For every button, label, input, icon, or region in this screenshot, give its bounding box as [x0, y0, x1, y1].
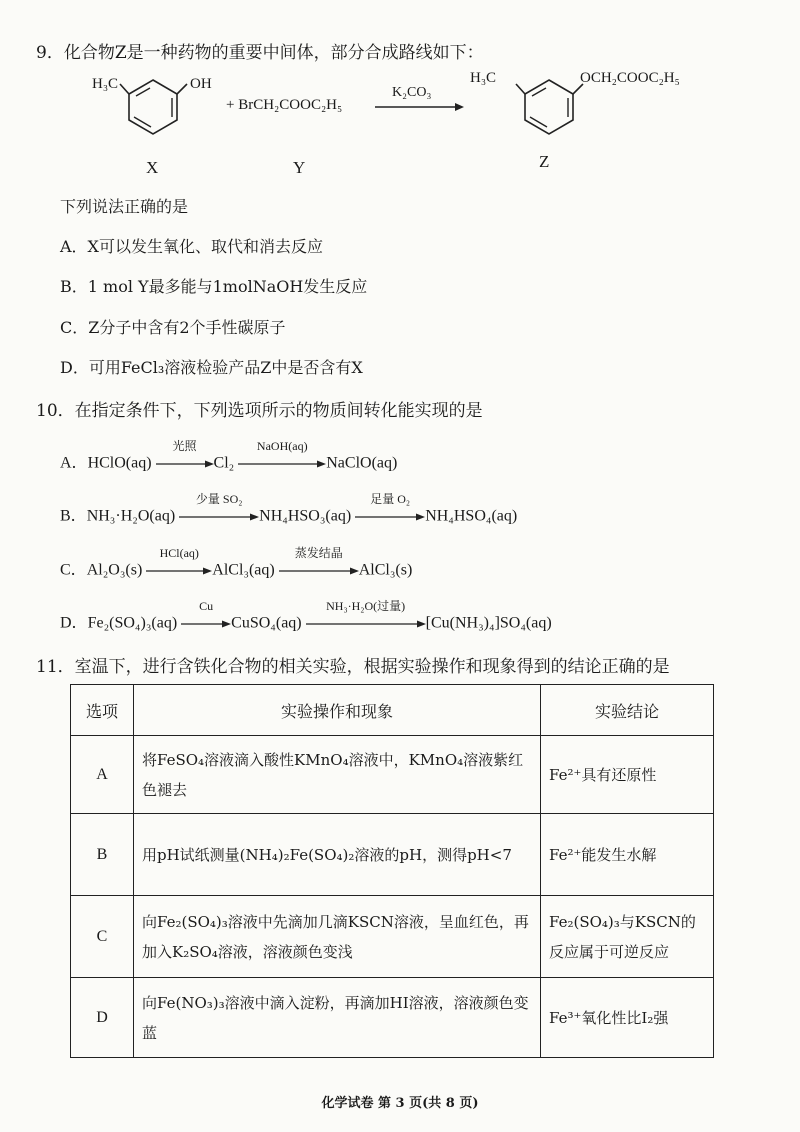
q10-a-arrow1 [156, 439, 214, 474]
row-c-conclusion: Fe₂(SO₄)₃与KSCN的反应属于可逆反应 [541, 896, 714, 978]
page-footer: 化学试卷 第 3 页(共 8 页) [321, 1096, 479, 1111]
q9-option-c: C．Z分子中含有2个手性碳原子 [60, 318, 286, 337]
row-a-conclusion: Fe²⁺具有还原性 [541, 736, 714, 814]
q10-option-c [60, 546, 413, 581]
q10-a-s3: NaClO(aq) [326, 454, 398, 472]
label-y: Y [293, 158, 306, 177]
q10-c-arrow2 [279, 546, 359, 581]
header-option: 选项 [71, 685, 134, 736]
q10-a-s2: Cl₂ [213, 454, 235, 472]
row-c-operation: 向Fe₂(SO₄)₃溶液中先滴加几滴KSCN溶液，呈血红色，再加入K₂SO₄溶液，溶液颜色变浅 [134, 896, 541, 978]
q10-a-arrow2 [238, 439, 326, 474]
compound-y-formula: + BrCH₂COOC₂H₅ [226, 97, 343, 113]
x-hydroxyl-label: OH [190, 76, 212, 92]
q10-d-cond2: NH₃·H₂O(过量) [326, 599, 406, 614]
row-a-operation: 将FeSO₄溶液滴入酸性KMnO₄溶液中，KMnO₄溶液紫红色褪去 [134, 736, 541, 814]
q10-option-b [60, 492, 518, 527]
reaction-reagent: K₂CO₃ [392, 85, 432, 100]
table-row [71, 978, 714, 1058]
q10-d-s1: Fe₂(SO₄)₃(aq) [87, 614, 178, 632]
q10-a-letter: A． [60, 454, 88, 472]
q10-stem: 10．在指定条件下，下列选项所示的物质间转化能实现的是 [36, 401, 483, 421]
row-c-option: C [71, 896, 134, 978]
row-d-operation: 向Fe(NO₃)₃溶液中滴入淀粉，再滴加HI溶液，溶液颜色变蓝 [134, 978, 541, 1058]
q10-d-arrow1 [181, 599, 231, 634]
z-ester-label: OCH₂COOC₂H₅ [580, 70, 680, 86]
q10-c-arrow1 [146, 546, 212, 581]
q9-option-d: D．可用FeCl₃溶液检验产品Z中是否含有X [60, 358, 363, 377]
q10-b-arrow1 [179, 492, 259, 527]
q10-b-letter: B． [60, 507, 87, 525]
q10-b-cond2: 足量 O₂ [370, 492, 411, 507]
label-x: X [146, 158, 159, 177]
header-operation: 实验操作和现象 [134, 685, 541, 736]
q10-c-s3: AlCl₃(s) [358, 561, 413, 579]
q9-prompt: 下列说法正确的是 [60, 197, 189, 216]
q9-stem: 9．化合物Z是一种药物的重要中间体，部分合成路线如下： [36, 43, 484, 63]
table-row [71, 896, 714, 978]
q11-stem: 11．室温下，进行含铁化合物的相关实验，根据实验操作和现象得到的结论正确的是 [36, 657, 670, 677]
row-d-option: D [71, 978, 134, 1058]
table-header-row [71, 685, 714, 736]
row-b-operation: 用pH试纸测量(NH₄)₂Fe(SO₄)₂溶液的pH，测得pH<7 [134, 814, 541, 896]
q10-c-s2: AlCl₃(aq) [212, 561, 275, 579]
q10-c-cond2: 蒸发结晶 [294, 546, 343, 561]
row-b-option: B [71, 814, 134, 896]
q10-d-arrow2 [306, 599, 426, 634]
table-row [71, 736, 714, 814]
row-d-conclusion: Fe³⁺氧化性比I₂强 [541, 978, 714, 1058]
table-row [71, 814, 714, 896]
row-b-conclusion: Fe²⁺能发生水解 [541, 814, 714, 896]
q10-d-s2: CuSO₄(aq) [231, 614, 302, 632]
q10-d-s3: [Cu(NH₃)₄]SO₄(aq) [425, 614, 552, 632]
label-z: Z [539, 152, 550, 171]
reaction-arrow [375, 101, 465, 113]
header-conclusion: 实验结论 [541, 685, 714, 736]
x-methyl-label: H₃C [92, 76, 119, 92]
q10-b-s1: NH₃·H₂O(aq) [86, 507, 176, 525]
q10-option-a [60, 439, 398, 474]
q10-c-letter: C． [60, 561, 87, 579]
q10-c-cond1: HCl(aq) [159, 546, 199, 561]
q10-b-arrow2 [355, 492, 425, 527]
q10-b-cond1: 少量 SO₂ [195, 492, 243, 507]
q10-c-s1: Al₂O₃(s) [86, 561, 143, 579]
q9-option-b: B．1 mol Y最多能与1molNaOH发生反应 [60, 277, 368, 296]
experiment-table [70, 684, 714, 1058]
q10-a-cond2: NaOH(aq) [256, 439, 308, 454]
z-methyl-label: H₃C [470, 70, 497, 86]
q10-d-cond1: Cu [199, 599, 214, 614]
q10-b-s2: NH₄HSO₃(aq) [259, 507, 352, 525]
q10-a-cond1: 光照 [172, 439, 197, 454]
q9-option-a: A．X可以发生氧化、取代和消去反应 [60, 237, 323, 256]
q10-a-s1: HClO(aq) [87, 454, 152, 472]
q10-d-letter: D． [60, 614, 88, 632]
row-a-option: A [71, 736, 134, 814]
q10-option-d [60, 599, 552, 634]
q10-b-s3: NH₄HSO₄(aq) [425, 507, 518, 525]
